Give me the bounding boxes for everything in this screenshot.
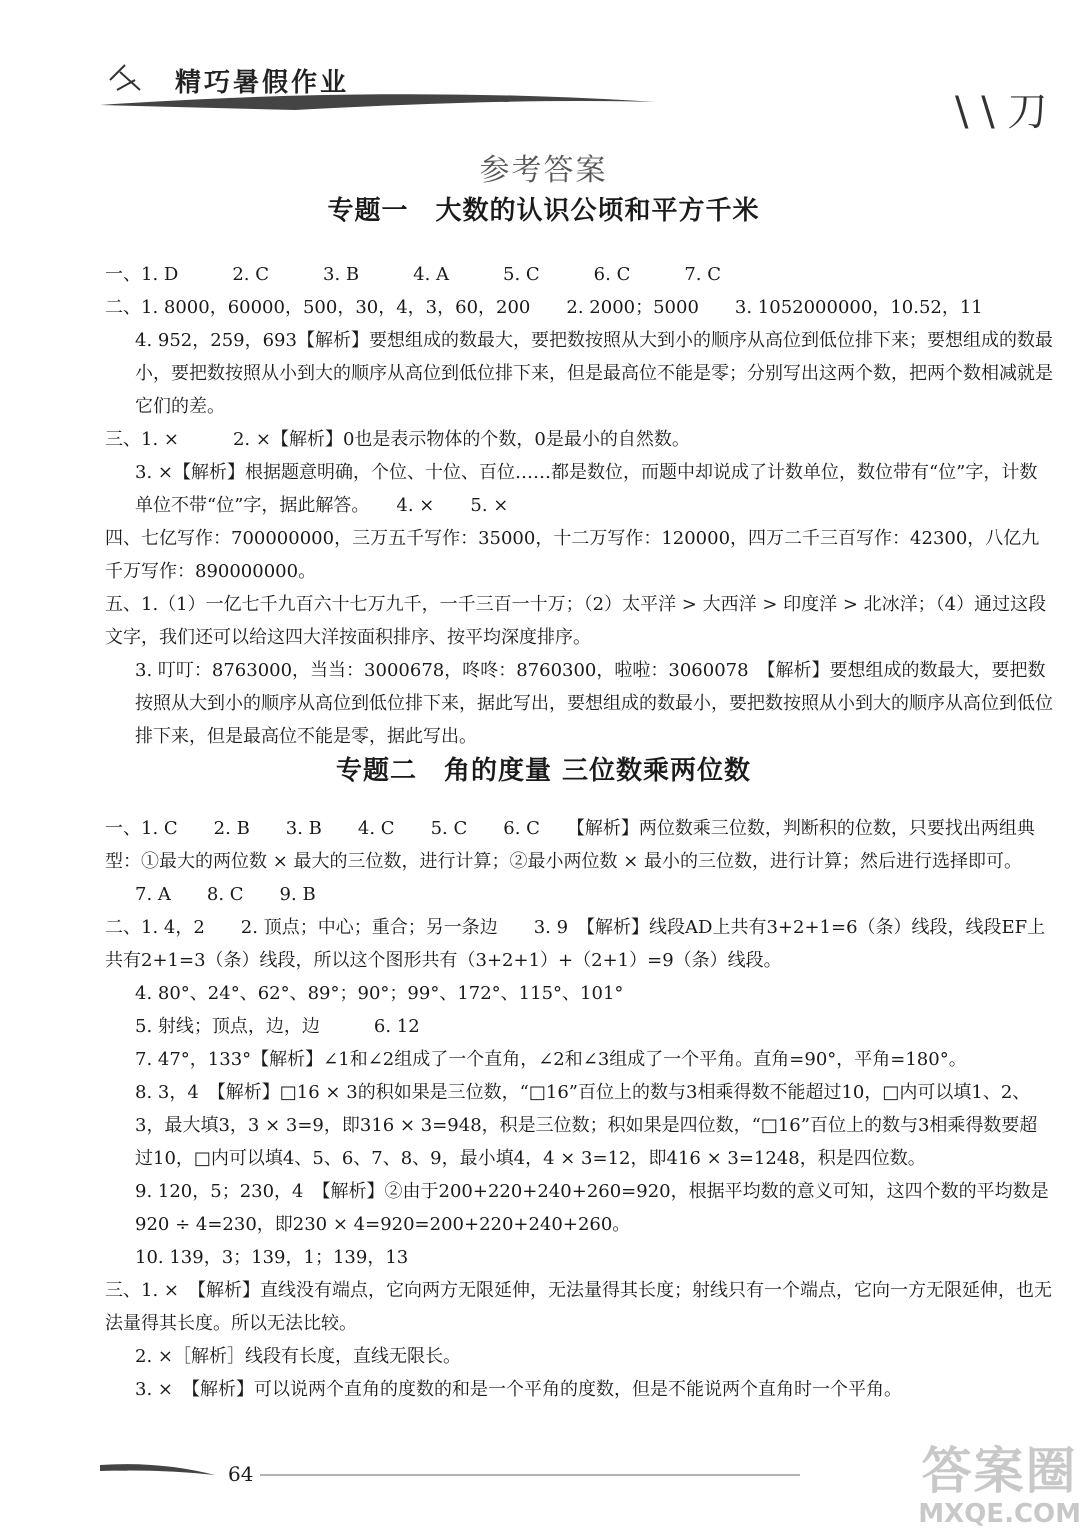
- s1-line: 五、1.（1）一亿七千九百六十七万九千，一千三百一十万；（2）太平洋 > 大西洋 > 印度洋 > 北冰洋；（4）通过这段文字，我们还可以给这四大洋按面积排序、按平均深度排序。: [105, 594, 1047, 648]
- s2-line: 5. 射线；顶点，边，边 6. 12: [135, 1016, 420, 1037]
- s2-line: 2. ×［解析］线段有长度，直线无限长。: [135, 1346, 461, 1367]
- s1-line: 4. 952，259，693【解析】要想组成的数最大，要把数按照从大到小的顺序从高位到低位排下来；要想组成的数最小，要把数按照从小到大的顺序从高位到低位排下来，但是最高位不能是零；分别写出这两个数，把两个数相减就是它们的差。: [135, 330, 1053, 417]
- s2-line: 7. A 8. C 9. B: [135, 884, 316, 905]
- section2-content: [105, 812, 1055, 1406]
- s2-line: 8. 3，4 【解析】□16 × 3的积如果是三位数，“□16”百位上的数与3相乘得数不能超过10，□内可以填1、2、3，最大填3，3 × 3=9，即316 × 3=948，积是三位数；积如果是四位数，“□16”百位上的数与3相乘得数要超过10，□内可以填4、5、6、7、8、9，最小填4，4 × 3=12，即416 × 3=1248，积是四位数。: [135, 1082, 1038, 1169]
- watermark: [918, 1442, 1081, 1528]
- s1-line: 一、1. D 2. C 3. B 4. A 5. C 6. C 7. C: [105, 264, 722, 285]
- s1-line: 3. 叮叮：8763000，当当：3000678，咚咚：8760300，啦啦：3060078 【解析】要想组成的数最大，要把数按照从大到小的顺序从高位到低位排下来，据此写出，要想组成的数最小，要把数按照从小到大的顺序从高位到低位排下来，但是最高位不能是零，据此写出。: [135, 660, 1053, 747]
- corner-mark: \ \ 刀: [955, 89, 1048, 135]
- s2-line: 二、1. 4，2 2. 顶点；中心；重合；另一条边 3. 9 【解析】线段AD上共有3+2+1=6（条）线段，线段EF上共有2+1=3（条）线段，所以这个图形共有（3+2+1）+（2+1）=9（条）线段。: [105, 917, 1046, 971]
- watermark-logo: 答案圈: [921, 1442, 1078, 1500]
- s1-line: 四、七亿写作：700000000，三万五千写作：35000，十二万写作：120000，四万二千三百写作：42300，八亿九千万写作：890000000。: [105, 528, 1040, 582]
- answers-title: 参考答案: [479, 153, 608, 188]
- book-title: 精巧暑假作业: [175, 68, 350, 98]
- s2-line: 三、1. × 【解析】直线没有端点，它向两方无限延伸，无法量得其长度；射线只有一个端点，它向一方无限延伸，也无法量得其长度。所以无法比较。: [105, 1280, 1052, 1334]
- section2-title: 专题二 角的度量 三位数乘两位数: [335, 756, 752, 786]
- s2-line: 4. 80°、24°、62°、89°；90°；99°、172°、115°、101°: [135, 983, 624, 1004]
- section1-title: 专题一 大数的认识公顷和平方千米: [327, 196, 760, 226]
- section1-content: [105, 258, 1055, 753]
- s1-line: 二、1. 8000，60000，500，30，4，3，60，200 2. 2000；5000 3. 1052000000，10.52，11: [105, 297, 983, 318]
- page-number: 64: [228, 1462, 254, 1486]
- s2-line: 7. 47°，133°【解析】∠1和∠2组成了一个直角，∠2和∠3组成了一个平角。直角=90°，平角=180°。: [135, 1049, 967, 1070]
- s1-line: 三、1. × 2. ×【解析】0也是表示物体的个数，0是最小的自然数。: [105, 429, 690, 450]
- footer-swoosh-icon: [100, 1455, 900, 1485]
- watermark-url: MXQE.COM: [918, 1499, 1081, 1529]
- page-header: [95, 50, 995, 120]
- s2-line: 3. × 【解析】可以说两个直角的度数的和是一个平角的度数，但是不能说两个直角时一个平角。: [135, 1379, 902, 1400]
- s2-line: 10. 139，3；139，1；139，13: [135, 1247, 409, 1268]
- s2-line: 一、1. C 2. B 3. B 4. C 5. C 6. C 【解析】两位数乘三位数，判断积的位数，只要找出两组典型：①最大的两位数 × 最大的三位数，进行计算；②最小两位数 × 最小的三位数，进行计算；然后进行选择即可。: [105, 818, 1035, 872]
- s1-line: 3. ×【解析】根据题意明确，个位、十位、百位……都是数位，而题中却说成了计数单位，数位带有“位”字，计数单位不带“位”字，据此解答。 4. × 5. ×: [135, 462, 1038, 516]
- s2-line: 9. 120，5；230，4 【解析】②由于200+220+240+260=920，根据平均数的意义可知，这四个数的平均数是920 ÷ 4=230，即230 × 4=920=200+220+240+260。: [135, 1181, 1049, 1235]
